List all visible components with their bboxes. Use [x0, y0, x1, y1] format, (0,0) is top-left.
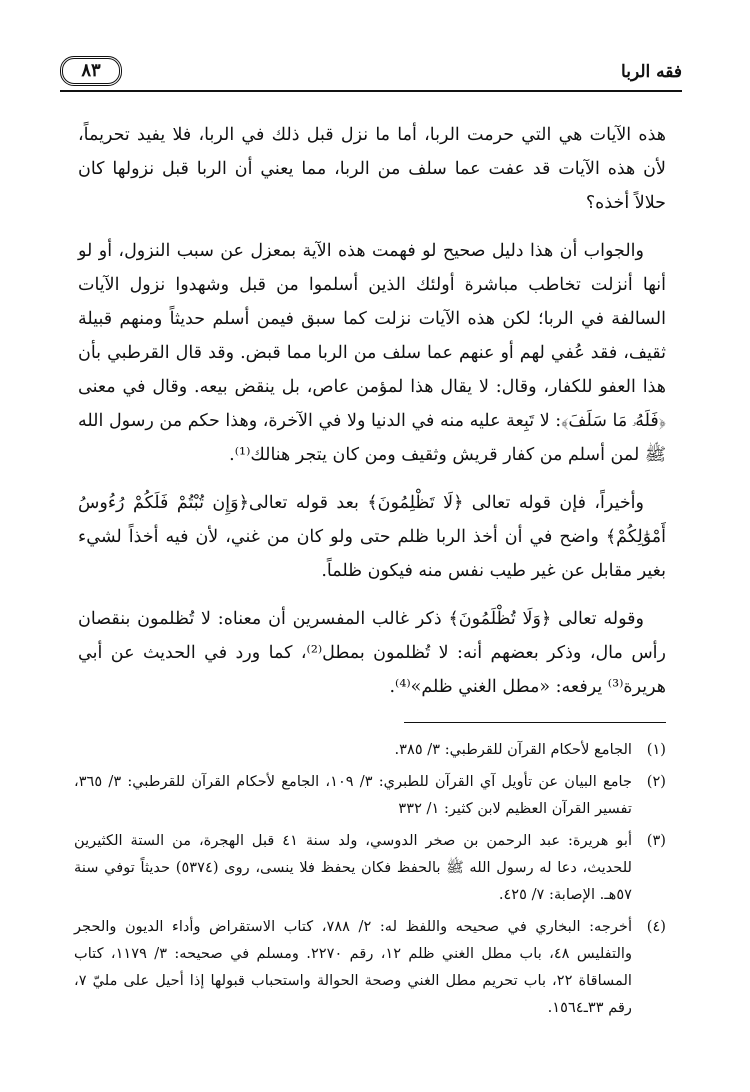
footnote-number: (٣) — [646, 832, 666, 849]
footnote-number: (٢) — [646, 773, 666, 790]
footnote — [74, 827, 666, 908]
footnote-number: (١) — [646, 741, 666, 758]
paragraph: هذه الآيات هي التي حرمت الربا، أما ما نزل قبل ذلك في الربا، فلا يفيد تحريماً، لأن هذه الآيات قد عفت عما سلف من الربا، مما يعني أن الربا قبل نزولها كان حلالاً أخذه؟ — [78, 125, 666, 213]
paragraph: والجواب أن هذا دليل صحيح لو فهمت هذه الآية بمعزل عن سبب النزول، أو لو أنها أنزلت تخاطب مباشرة أولئك الذين أسلموا من قبل وشهدوا نزول الآيات السالفة في الربا؛ لكن هذه الآيات نزلت كما سبق فيمن أسلم حديثاً ومنهم قبيلة ثقيف، فقد عُفي لهم أو عنهم عما سلف من الربا مما قبض. وقد قال القرطبي بأن هذا العفو للكفار، وقال: لا يقال هذا لمؤمن عاص، بل ينقض بيعه. وقال في معنى ﴿فَلَهُۥ مَا سَلَفَ﴾: لا تَبِعة عليه منه في الدنيا ولا في الآخرة، وهذا حكم من رسول الله ﷺ لمن أسلم من كفار قريش وثقيف ومن كان يتجر هنالك⁽¹⁾. — [78, 241, 666, 465]
footnote — [74, 736, 666, 763]
footnote-number: (٤) — [646, 918, 666, 935]
page-number: ٨٣ — [60, 56, 122, 86]
footnote-text: أخرجه: البخاري في صحيحه واللفظ له: ٢/ ٧٨٨، كتاب الاستقراض وأداء الديون والحجر والتفليس ٤٨، باب مطل الغني ظلم ١٢، رقم ٢٢٧٠. ومسلم في صحيحه: ٣/ ١١٧٩، كتاب المساقاة ٢٢، باب تحريم مطل الغني وصحة الحوالة واستحباب قبولها إذا أحيل على مليّ ٧، رقم ٣٣ـ١٥٦٤. — [74, 918, 633, 1016]
page-header — [60, 56, 682, 92]
footnote-text: جامع البيان عن تأويل آي القرآن للطبري: ٣/ ١٠٩، الجامع لأحكام القرآن للقرطبي: ٣/ ٣٦٥، تفسير القرآن العظيم لابن كثير: ١/ ٣٣٢ — [74, 773, 633, 817]
footnote-separator — [404, 722, 666, 723]
paragraph: وأخيراً، فإن قوله تعالى ﴿لَا تَظْلِمُونَ﴾ بعد قوله تعالى﴿وَإِن تُبْتُمْ فَلَكُمْ رُءُوسُ أَمْوَٰلِكُمْ﴾ واضح في أن أخذ الربا ظلم حتى ولو كان من غني، لأن فيه أخذاً لشيء بغير مقابل عن غير طيب نفس منه فيكون ظلماً. — [78, 493, 666, 581]
main-text — [78, 118, 666, 718]
footnote — [74, 913, 666, 1021]
footnote-text: الجامع لأحكام القرآن للقرطبي: ٣/ ٣٨٥. — [394, 741, 632, 758]
footnote-text: أبو هريرة: عبد الرحمن بن صخر الدوسي، ولد سنة ٤١ قبل الهجرة، من الستة الكثيرين للحديث، دعا له رسول الله ﷺ بالحفظ فكان يحفظ فلا ينسى، روى (٥٣٧٤) حديثاً توفي سنة ٥٧هـ. الإصابة: ٧/ ٤٢٥. — [74, 832, 632, 903]
footnote — [74, 768, 666, 822]
footnotes — [74, 736, 666, 1026]
running-title: فقه الربا — [621, 62, 682, 82]
paragraph: وقوله تعالى ﴿وَلَا تُظْلَمُونَ﴾ ذكر غالب المفسرين أن معناه: لا تُظلمون بنقصان رأس مال، وذكر بعضهم أنه: لا تُظلمون بمطل⁽²⁾، كما ورد في الحديث عن أبي هريرة⁽³⁾ يرفعه: «مطل الغني ظلم»⁽⁴⁾. — [78, 609, 666, 697]
